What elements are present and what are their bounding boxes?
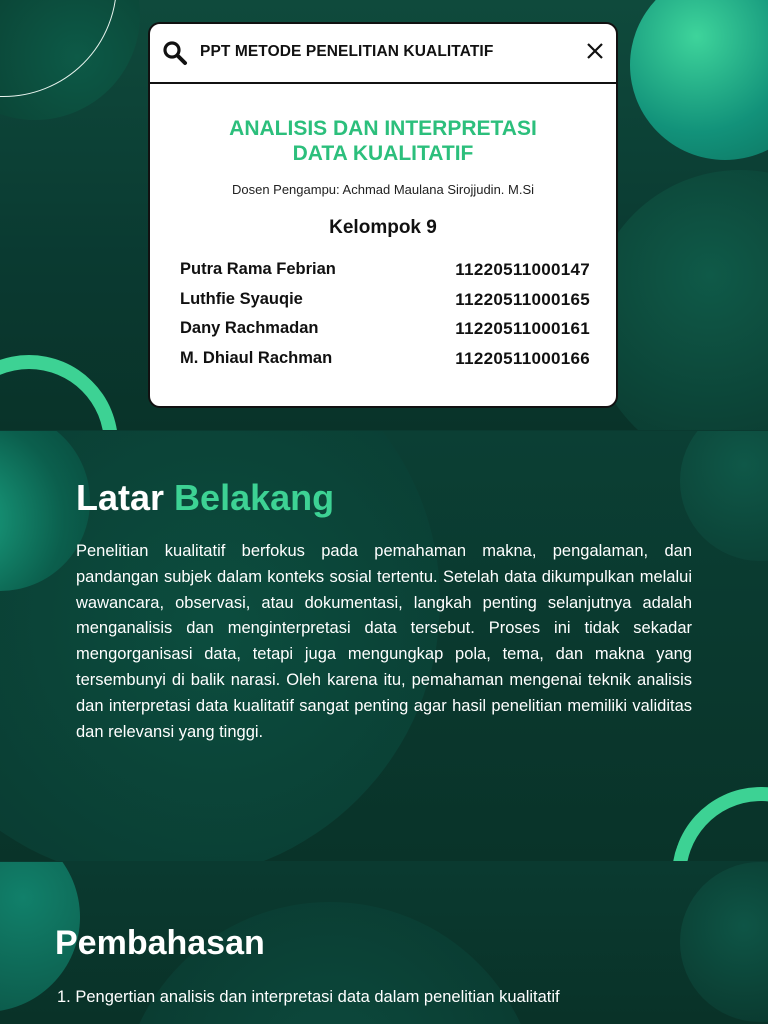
member-row <box>180 260 590 290</box>
background-paragraph: Penelitian kualitatif berfokus pada pemahaman makna, pengalaman, dan pandangan subjek dalam konteks sosial tertentu. Setelah data dikumpulkan melalui wawancara, observasi, atau dokumentasi, langkah penting selanjutnya adalah menganalisis dan menginterpretasi data tersebut. Proses ini tidak sekadar mengorganisasi data, tetapi juga mengungkap pola, tema, dan makna yang tersembunyi di balik narasi. Oleh karena itu, pemahaman mengenai teknik analisis dan interpretasi data kualitatif sangat penting agar hasil penelitian memiliki validitas dan relevansi yang tinggi. <box>76 542 692 741</box>
search-icon[interactable] <box>162 40 188 66</box>
member-row <box>180 349 590 379</box>
member-nim: 11220511000165 <box>455 289 590 309</box>
search-bar <box>150 24 616 84</box>
presentation-title <box>150 116 616 166</box>
member-name: Dany Rachmadan <box>180 319 319 337</box>
member-nim: 11220511000161 <box>455 319 590 338</box>
member-name: M. Dhiaul Rachman <box>180 348 333 367</box>
decorative-circle <box>680 431 768 561</box>
presentation-title-line2: DATA KUALITATIF <box>292 142 474 165</box>
section-heading: Pembahasan <box>55 924 265 962</box>
list-item: 1. Pengertian analisis dan interpretasi data dalam penelitian kualitatif <box>57 988 560 1006</box>
background-slide <box>0 431 768 861</box>
member-name: Putra Rama Febrian <box>180 260 336 278</box>
presentation-title-line1: ANALISIS DAN INTERPRETASI <box>229 117 537 140</box>
close-icon[interactable] <box>586 42 604 60</box>
member-name: Luthfie Syauqie <box>180 289 303 308</box>
group-label: Kelompok 9 <box>329 217 437 238</box>
member-row <box>180 319 590 349</box>
section-heading <box>76 477 334 519</box>
decorative-arc <box>0 318 155 430</box>
decorative-arc <box>647 762 768 861</box>
title-slide <box>0 0 768 430</box>
decorative-circle <box>630 0 768 160</box>
decorative-circle <box>680 862 768 1022</box>
lecturer-text: Dosen Pengampu: Achmad Maulana Sirojjudin. M.Si <box>231 182 535 197</box>
member-nim: 11220511000147 <box>455 260 590 279</box>
heading-word: Latar <box>76 477 165 518</box>
search-bar-title: PPT METODE PENELITIAN KUALITATIF <box>200 43 494 60</box>
title-card <box>148 22 618 408</box>
heading-accent-word: Belakang <box>174 477 335 518</box>
member-row <box>180 290 590 320</box>
discussion-slide <box>0 862 768 1024</box>
member-nim: 11220511000166 <box>455 348 590 368</box>
member-list <box>180 260 590 378</box>
